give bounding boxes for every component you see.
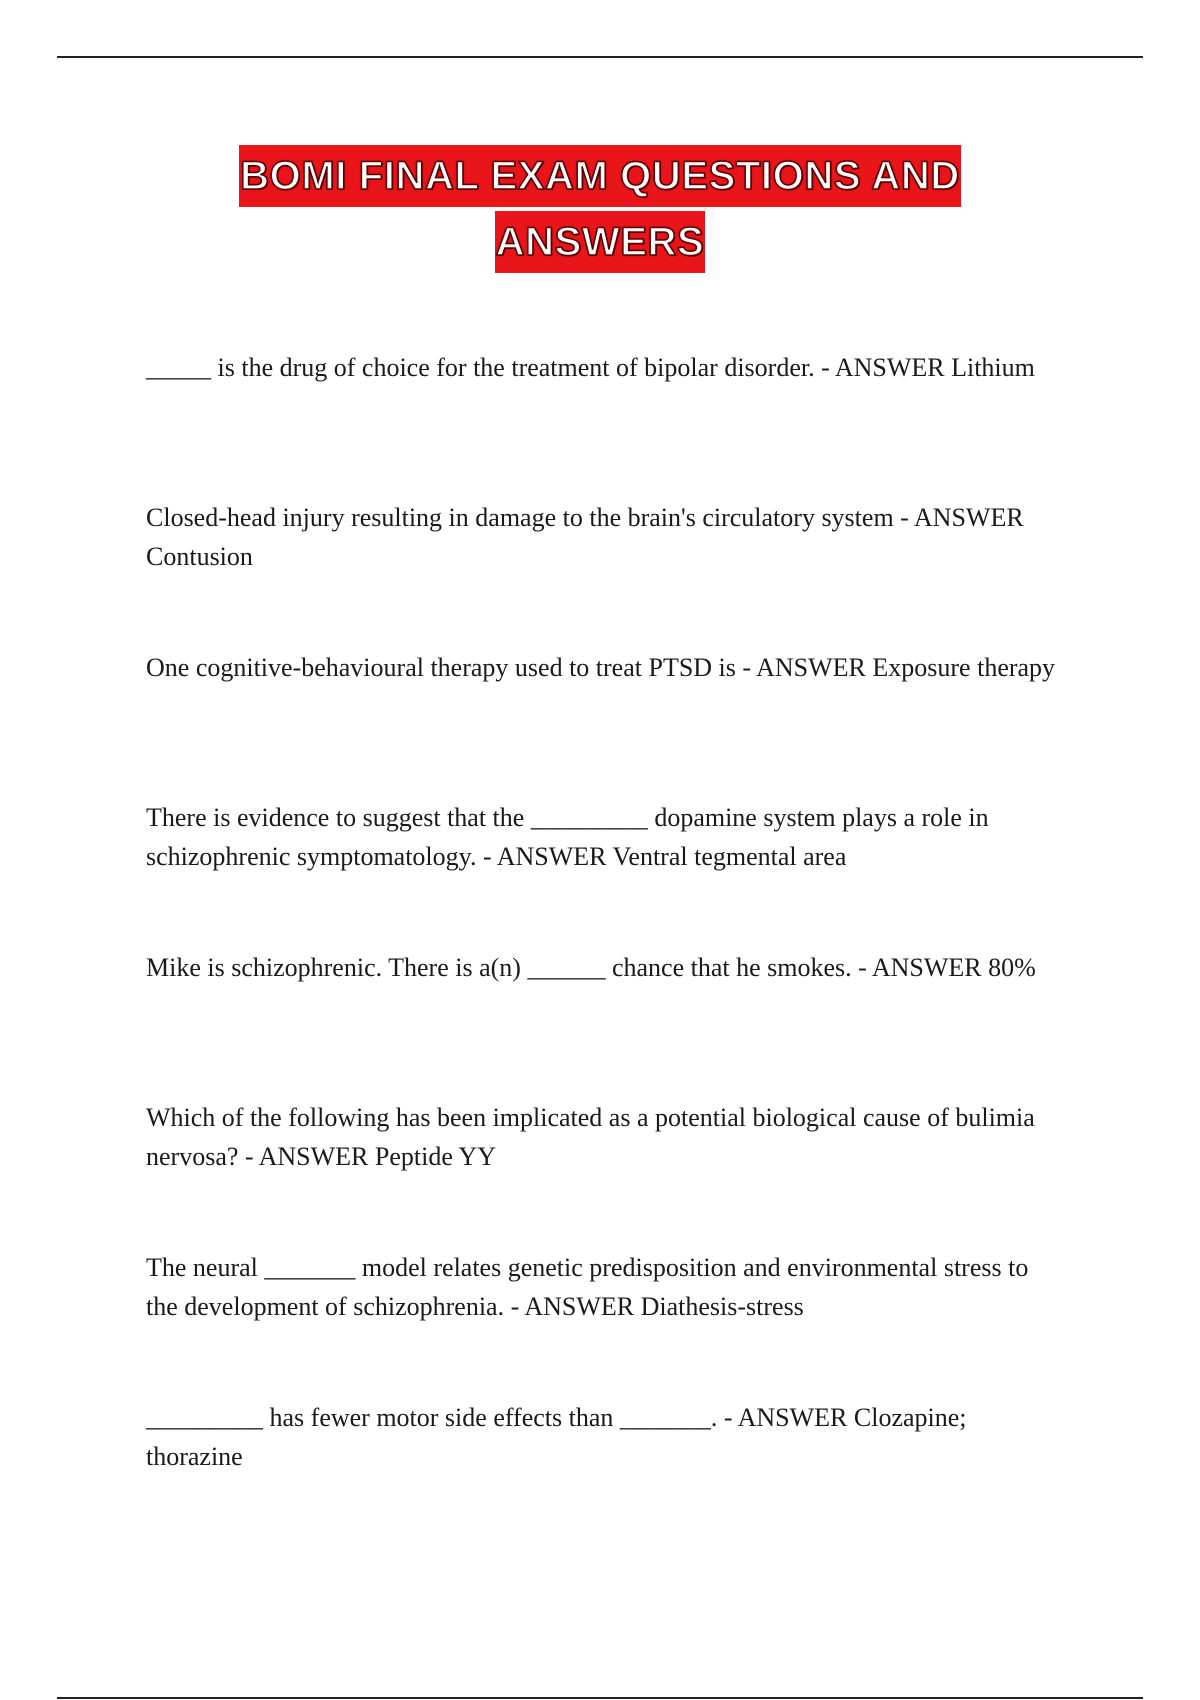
qa-item [146, 798, 1066, 876]
top-rule [57, 56, 1143, 58]
answer-text: ANSWER 80% [871, 953, 1036, 982]
bottom-rule [57, 1697, 1143, 1699]
question-text: The neural _______ model relates genetic predisposition and environmental stress to the development of schizophrenia. - [146, 1253, 1029, 1321]
answer-text: ANSWER Exposure therapy [756, 653, 1056, 682]
qa-list [146, 348, 1066, 1548]
answer-text: ANSWER Clozapine; thorazine [146, 1403, 967, 1471]
qa-item [146, 1098, 1066, 1176]
answer-text: ANSWER Ventral tegmental area [496, 842, 847, 871]
answer-text: ANSWER Contusion [146, 503, 1024, 571]
question-text: Mike is schizophrenic. There is a(n) ______ chance that he smokes. - [146, 953, 872, 982]
question-text: There is evidence to suggest that the _________ dopamine system plays a role in schizophrenic symptomatology. - [146, 803, 989, 871]
title-line-2: ANSWERS [495, 211, 706, 273]
qa-item [146, 948, 1066, 1026]
question-text: One cognitive-behavioural therapy used to treat PTSD is - [146, 653, 757, 682]
qa-item [146, 1248, 1066, 1326]
answer-text: ANSWER Peptide YY [258, 1142, 496, 1171]
question-text: Closed-head injury resulting in damage to the brain's circulatory system - [146, 503, 914, 532]
document-title [0, 145, 1200, 273]
question-text: Which of the following has been implicated as a potential biological cause of bulimia nervosa? - [146, 1103, 1035, 1171]
question-text: _____ is the drug of choice for the treatment of bipolar disorder. - [146, 353, 835, 382]
qa-item [146, 1398, 1066, 1476]
qa-item [146, 498, 1066, 576]
qa-item [146, 348, 1066, 426]
answer-text: ANSWER Lithium [834, 353, 1035, 382]
answer-text: ANSWER Diathesis-stress [524, 1292, 804, 1321]
qa-item [146, 648, 1066, 726]
question-text: _________ has fewer motor side effects than _______. - [146, 1403, 738, 1432]
title-line-1: BOMI FINAL EXAM QUESTIONS AND [239, 145, 961, 207]
